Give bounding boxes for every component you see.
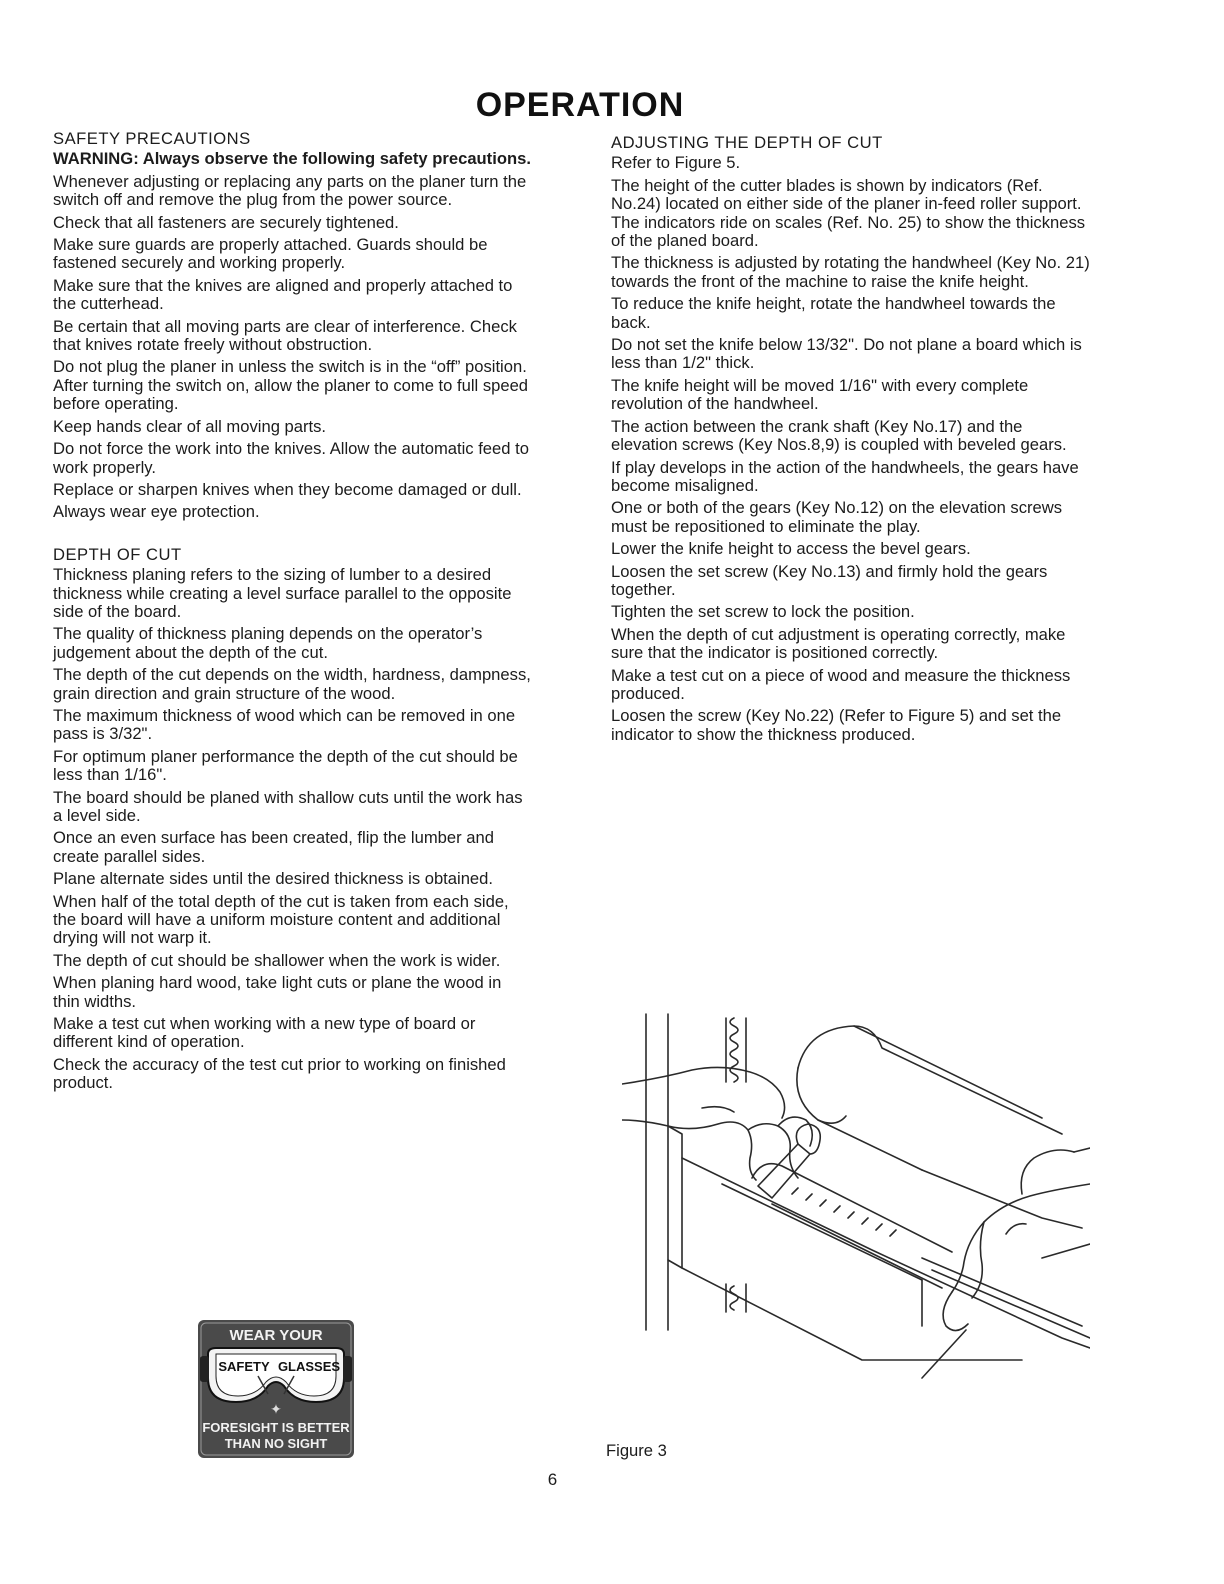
depth-item: The depth of the cut depends on the width, hardness, dampness, grain direction and grain structure of the wood. xyxy=(53,665,531,703)
depth-item: The depth of cut should be shallower when the work is wider. xyxy=(53,950,501,970)
safety-item: Make sure guards are properly attached. Guards should be fastened securely and working properly. xyxy=(53,235,488,273)
badge-bottom-line2: THAN NO SIGHT xyxy=(224,1436,328,1451)
safety-heading: SAFETY PRECAUTIONS xyxy=(53,129,251,148)
adjusting-item: The thickness is adjusted by rotating the handwheel (Key No. 21) towards the front of the machine to raise the knife height. xyxy=(611,253,1090,291)
depth-item: Once an even surface has been created, flip the lumber and create parallel sides. xyxy=(53,828,494,866)
depth-item: Check the accuracy of the test cut prior to working on finished product. xyxy=(53,1054,506,1093)
badge-left-lens-text: SAFETY xyxy=(218,1359,270,1374)
safety-item: Be certain that all moving parts are clear of interference. Check that knives rotate freely without obstruction. xyxy=(53,316,517,355)
depth-item: Thickness planing refers to the sizing of lumber to a desired thickness while creating a level surface parallel to the opposite side of the board. xyxy=(53,565,512,621)
badge-right-lens-text: GLASSES xyxy=(277,1359,341,1374)
adjusting-item: Refer to Figure 5. xyxy=(611,153,741,173)
planer-adjustment-drawing xyxy=(622,1008,1090,1388)
safety-item: Replace or sharpen knives when they become damaged or dull. xyxy=(53,479,522,499)
safety-item: Always wear eye protection. xyxy=(53,502,260,522)
depth-item: When half of the total depth of the cut is taken from each side, the board will have a uniform moisture content and additional drying will not warp it. xyxy=(53,891,509,948)
safety-glasses-badge xyxy=(198,1320,354,1458)
adjusting-item: The height of the cutter blades is shown by indicators (Ref. No.24) located on either side of the planer in-feed roller support. The indicators ride on scales (Ref. No. 25) to show the thickness of the planed board. xyxy=(611,175,1086,251)
depth-item: The quality of thickness planing depends on the operator’s judgement about the depth of the cut. xyxy=(53,624,483,662)
adjusting-item: One or both of the gears (Key No.12) on the elevation screws must be repositioned to eliminate the play. xyxy=(611,498,1063,536)
safety-item: Whenever adjusting or replacing any parts on the planer turn the switch off and remove the plug from the power source. xyxy=(53,171,527,210)
adjusting-item: If play develops in the action of the handwheels, the gears have become misaligned. xyxy=(611,457,1079,495)
depth-heading: DEPTH OF CUT xyxy=(53,544,182,564)
depth-item: The maximum thickness of wood which can be removed in one pass is 3/32". xyxy=(53,705,516,744)
depth-item: Make a test cut when working with a new type of board or different kind of operation. xyxy=(53,1014,476,1052)
safety-item: Do not plug the planer in unless the switch is in the “off” position. After turning the switch on, allow the planer to come to full speed before operating. xyxy=(53,357,529,414)
adjusting-item: Make a test cut on a piece of wood and measure the thickness produced. xyxy=(611,665,1071,703)
adjusting-item: The action between the crank shaft (Key No.17) and the elevation screws (Key Nos.8,9) is coupled with beveled gears. xyxy=(611,416,1067,455)
adjusting-item: When the depth of cut adjustment is operating correctly, make sure that the indicator is positioned correctly. xyxy=(611,624,1066,663)
svg-text:✦: ✦ xyxy=(270,1401,282,1417)
figure-3-illustration xyxy=(622,1008,1090,1388)
safety-item: Check that all fasteners are securely tightened. xyxy=(53,212,399,232)
adjusting-item: Do not set the knife below 13/32". Do not plane a board which is less than 1/2" thick. xyxy=(611,335,1082,373)
adjusting-item: The knife height will be moved 1/16" with every complete revolution of the handwheel. xyxy=(611,375,1029,414)
figure-caption: Figure 3 xyxy=(606,1441,667,1460)
right-column xyxy=(611,134,1091,748)
adjusting-item: Loosen the screw (Key No.22) (Refer to Figure 5) and set the indicator to show the thickness produced. xyxy=(611,706,1062,744)
depth-item: Plane alternate sides until the desired thickness is obtained. xyxy=(53,869,494,889)
adjusting-item: To reduce the knife height, rotate the handwheel towards the back. xyxy=(611,294,1056,332)
depth-item: The board should be planed with shallow cuts until the work has a level side. xyxy=(53,787,523,825)
page-number: 6 xyxy=(547,1470,558,1489)
badge-bottom-line1: FORESIGHT IS BETTER xyxy=(202,1420,350,1435)
depth-item: When planing hard wood, take light cuts or plane the wood in thin widths. xyxy=(53,973,502,1011)
safety-item: Do not force the work into the knives. Allow the automatic feed to work properly. xyxy=(53,439,529,477)
adjusting-item: Tighten the set screw to lock the position. xyxy=(611,602,915,622)
adjusting-item: Lower the knife height to access the bevel gears. xyxy=(611,539,971,559)
page-title: OPERATION xyxy=(475,86,685,124)
adjusting-heading: ADJUSTING THE DEPTH OF CUT xyxy=(611,133,883,152)
safety-glasses-icon xyxy=(198,1320,354,1458)
depth-item: For optimum planer performance the depth of the cut should be less than 1/16". xyxy=(53,746,518,785)
safety-warning: WARNING: Always observe the following safety precautions. xyxy=(53,149,531,169)
safety-item: Keep hands clear of all moving parts. xyxy=(53,416,327,436)
badge-top-text: WEAR YOUR xyxy=(229,1327,323,1344)
left-column xyxy=(53,130,531,1097)
safety-item: Make sure that the knives are aligned and properly attached to the cutterhead. xyxy=(53,275,513,314)
adjusting-item: Loosen the set screw (Key No.13) and firmly hold the gears together. xyxy=(611,561,1048,599)
